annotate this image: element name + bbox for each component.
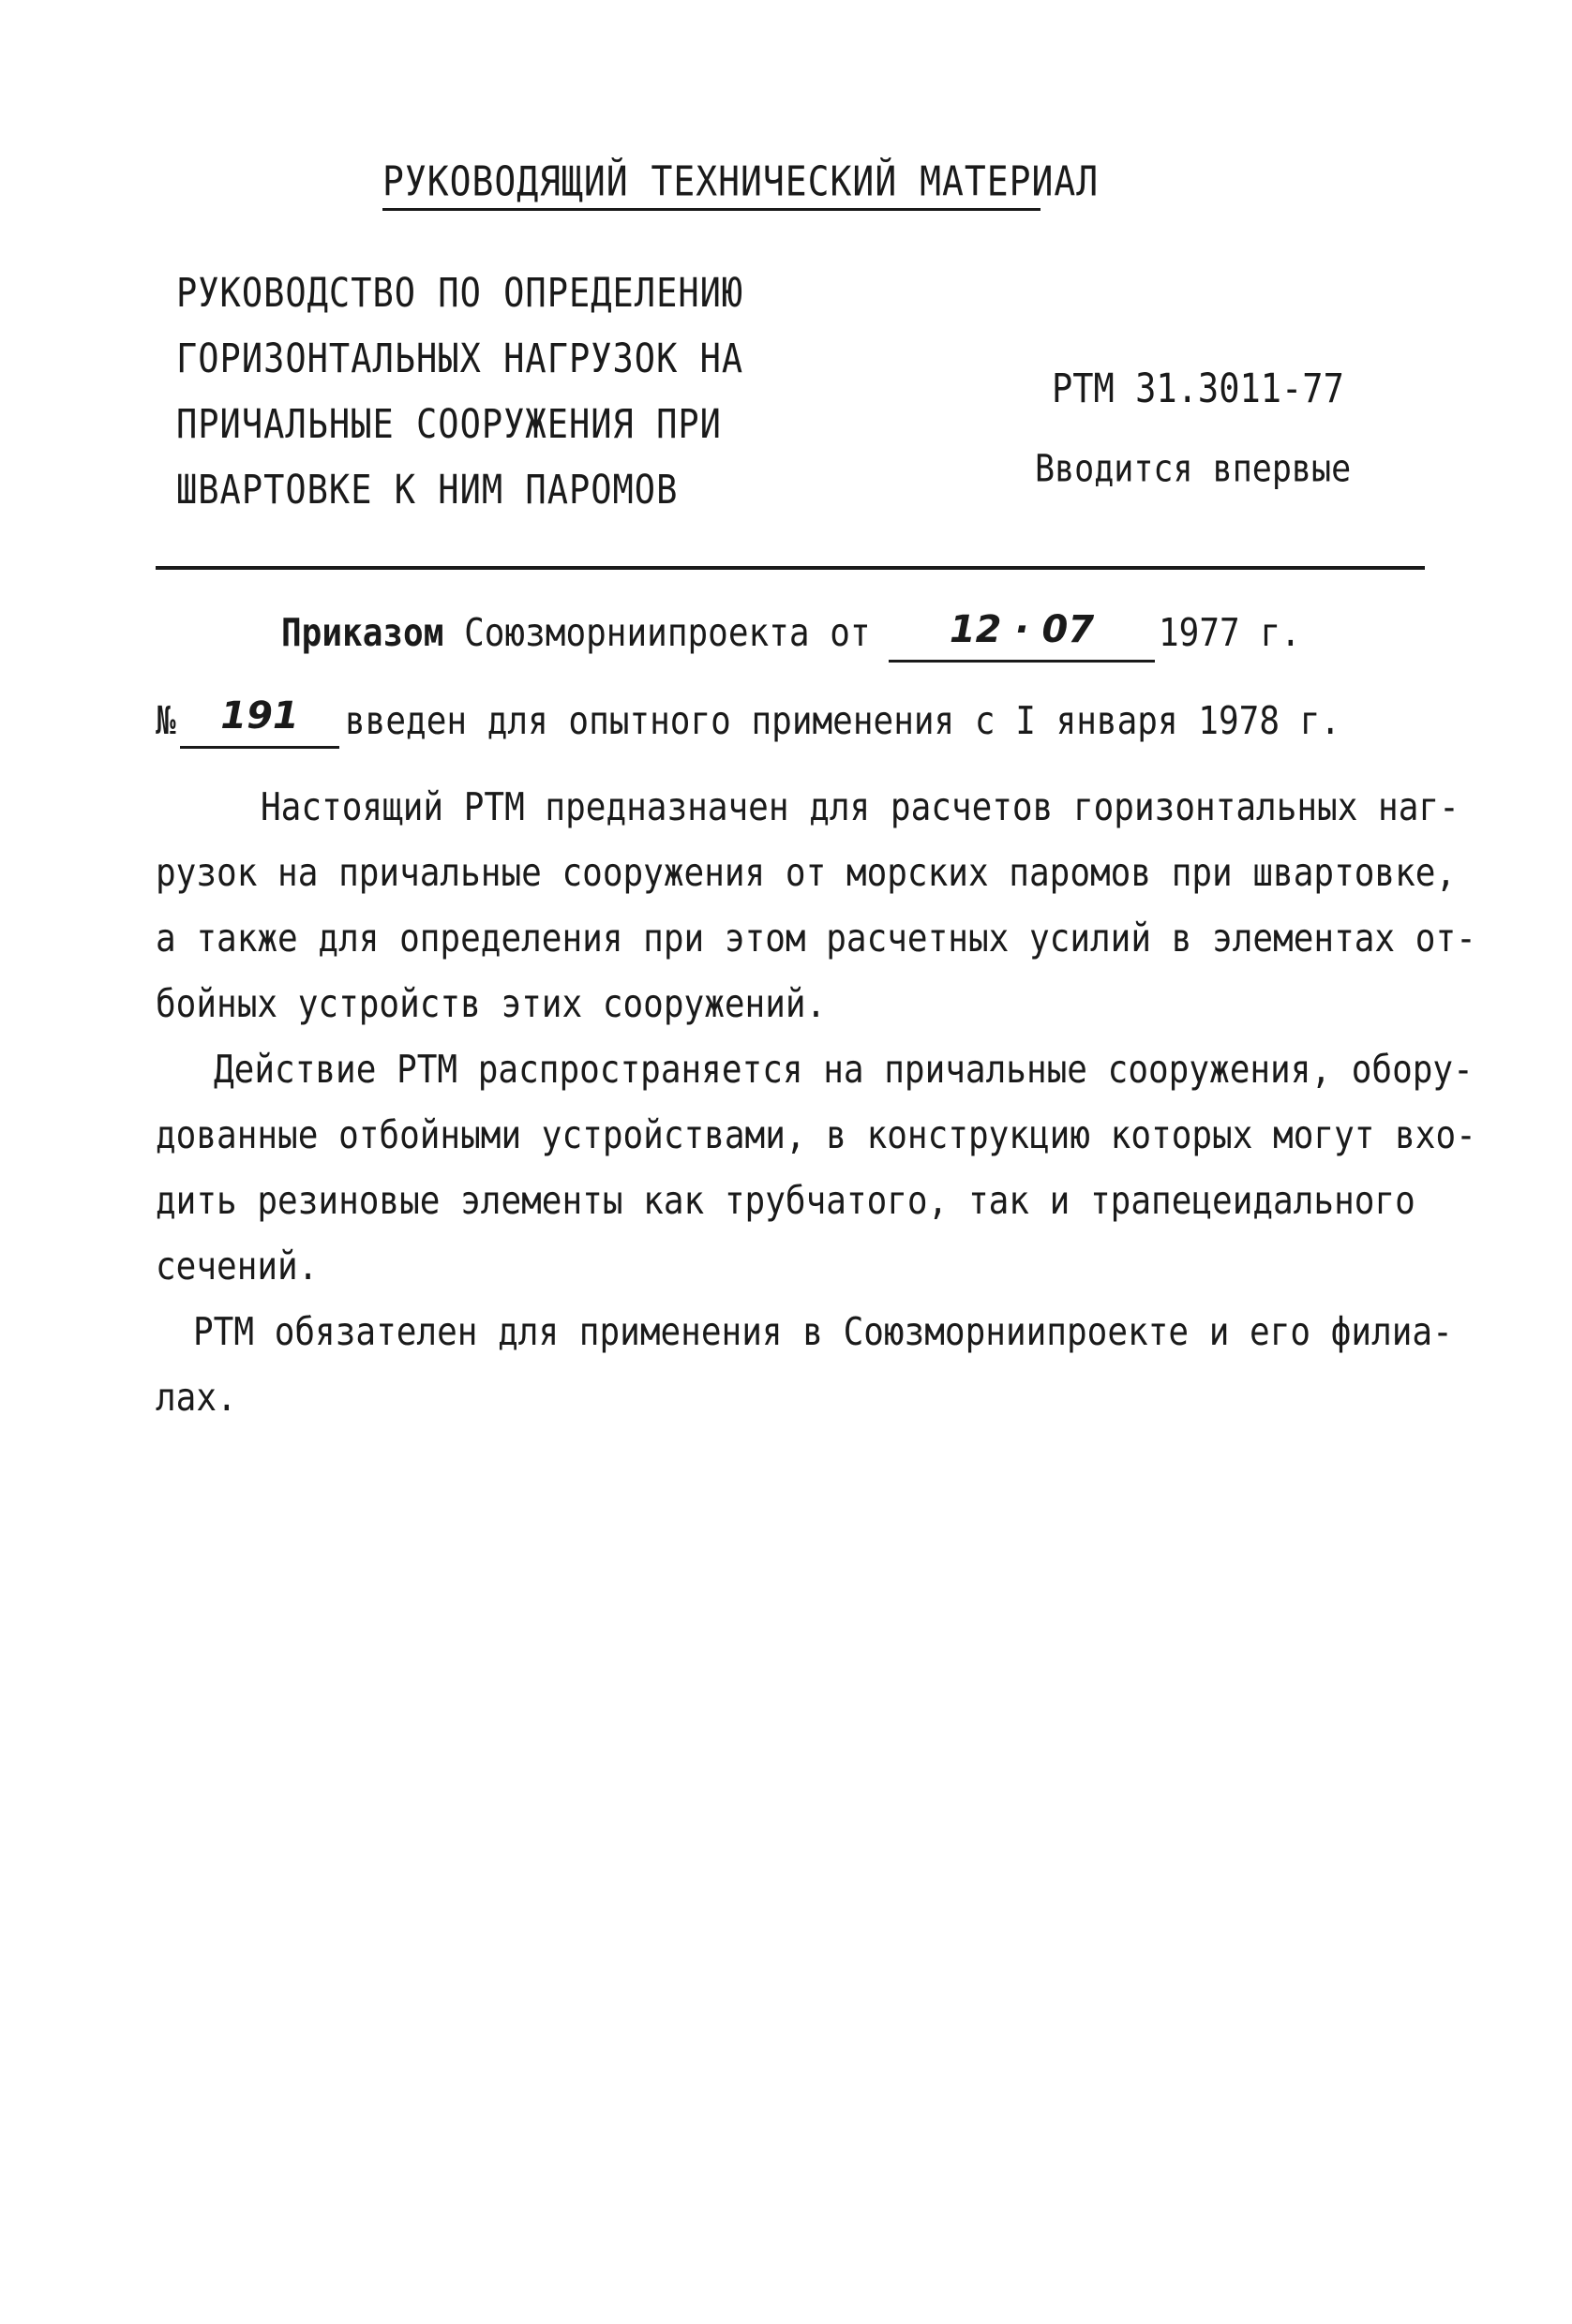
order-prefix-rest: Союзморниипроекта от (464, 611, 871, 656)
section-divider (156, 566, 1425, 570)
paragraph-2-line-3: дить резиновые элементы как трубчатого, так и трапецеидального (156, 1179, 1415, 1224)
paragraph-2-line-1: Действие РТМ распространяется на причальные сооружения, обору- (214, 1048, 1474, 1093)
document-status: Вводится впервые (1035, 448, 1352, 491)
paragraph-1-line-3: а также для определения при этом расчетных усилий в элементах от- (156, 916, 1476, 961)
paragraph-3-line-1: РТМ обязателен для применения в Союзморниипроекте и его филиа- (193, 1310, 1453, 1355)
document-code: РТМ 31.3011-77 (1052, 365, 1344, 412)
order-year: 1977 г. (1159, 611, 1301, 656)
paragraph-1-line-1: Настоящий РТМ предназначен для расчетов горизонтальных наг- (261, 785, 1460, 830)
order-prefix-bold: Приказом (281, 611, 444, 656)
order-line (281, 611, 871, 655)
paragraph-2-line-4: сечений. (156, 1244, 319, 1289)
document-title-line-4: ШВАРТОВКЕ К НИМ ПАРОМОВ (176, 467, 679, 514)
paragraph-1-line-2: рузок на причальные сооружения от морских паромов при швартовке, (156, 851, 1457, 896)
order-date-handwritten: 12 · 07 (889, 611, 1155, 663)
paragraph-3-line-2: лах. (156, 1376, 237, 1421)
order-intro-text: введен для опытного применения с I января 1978 г. (345, 699, 1341, 744)
order-number-handwritten: 191 (180, 697, 339, 749)
document-title-line-3: ПРИЧАЛЬНЫЕ СООРУЖЕНИЯ ПРИ (176, 401, 722, 448)
header-underline (382, 208, 1041, 211)
document-title-line-1: РУКОВОДСТВО ПО ОПРЕДЕЛЕНИЮ (176, 270, 744, 317)
header-title: РУКОВОДЯЩИЙ ТЕХНИЧЕСКИЙ МАТЕРИАЛ (382, 157, 1100, 205)
paragraph-1-line-4: бойных устройств этих сооружений. (156, 982, 827, 1027)
order-number-label: № (156, 699, 176, 744)
paragraph-2-line-2: дованные отбойными устройствами, в конструкцию которых могут вхо- (156, 1113, 1476, 1158)
document-title-line-2: ГОРИЗОНТАЛЬНЫХ НАГРУЗОК НА (176, 335, 744, 382)
